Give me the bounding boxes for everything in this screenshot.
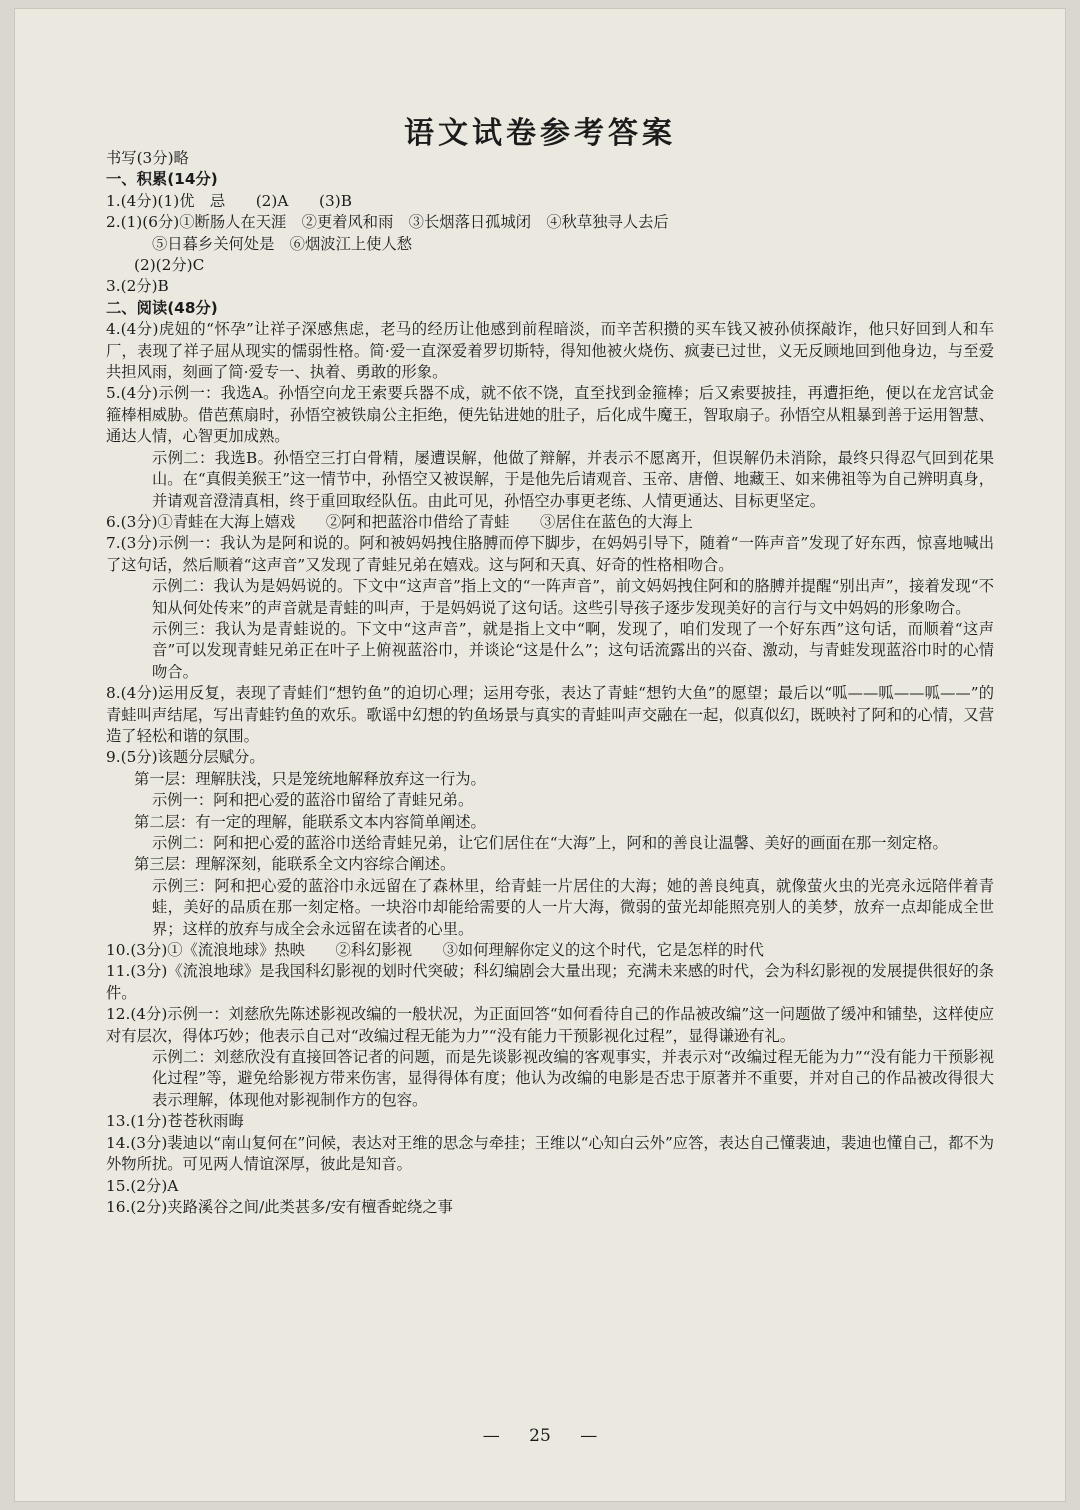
answer-body xyxy=(106,148,994,1218)
answer-14: 14.(3分)裴迪以“南山复何在”问候，表达对王维的思念与牵挂；王维以“心知白云外”应答，表达自己懂裴迪，裴迪也懂自己，都不为外物所扰。可见两人情谊深厚，彼此是知音。 xyxy=(106,1133,995,1174)
answer-2-2: (2)(2分)C xyxy=(134,256,205,275)
answer-9-level-3: 第三层：理解深刻，能联系全文内容综合阐述。 xyxy=(134,855,456,874)
answer-10: 10.(3分)①《流浪地球》热映 ②科幻影视 ③如何理解你定义的这个时代，它是怎样的时代 xyxy=(106,941,764,960)
answer-13: 13.(1分)苍苍秋雨晦 xyxy=(106,1112,244,1131)
answer-9-example-3: 示例三：阿和把心爱的蓝浴巾永远留在了森林里，给青蛙一片居住的大海；她的善良纯真，就像萤火虫的光亮永远陪伴着青蛙，美好的品质在那一刻定格。一块浴巾却能给需要的人一片大海，微弱的萤光却能照亮别人的美梦，放弃一点却能成全世界；这样的放弃与成全会永远留在读者的心里。 xyxy=(152,876,994,938)
answer-11: 11.(3分)《流浪地球》是我国科幻影视的划时代突破；科幻编剧会大量出现；充满未来感的时代，会为科幻影视的发展提供很好的条件。 xyxy=(106,962,994,1002)
answer-5: 5.(4分)示例一：我选A。孙悟空向龙王索要兵器不成，就不依不饶，直至找到金箍棒；后又索要披挂，再遭拒绝，便以在龙宫试金箍棒相威胁。借芭蕉扇时，孙悟空被铁扇公主拒绝，便先钻进她的肚子，后化成牛魔王，智取扇子。孙悟空从粗暴到善于运用智慧、通达人情，心智更加成熟。 xyxy=(106,384,994,446)
answer-6: 6.(3分)①青蛙在大海上嬉戏 ②阿和把蓝浴巾借给了青蛙 ③居住在蓝色的大海上 xyxy=(106,512,693,531)
answer-9-level-2: 第二层：有一定的理解，能联系文本内容简单阐述。 xyxy=(134,812,486,831)
answer-sheet-page xyxy=(14,8,1066,1502)
page-number: 25 xyxy=(529,1426,551,1446)
answer-12-example-2: 示例二：刘慈欣没有直接回答记者的问题，而是先谈影视改编的客观事实，并表示对“改编过程无能为力”“没有能力干预影视化过程”等，避免给影视方带来伤害，显得得体有度；他认为改编的电影是否忠于原著并不重要，并对自己的作品被改得很大表示理解，体现他对影视制作方的包容。 xyxy=(152,1048,994,1109)
answer-8: 8.(4分)运用反复，表现了青蛙们“想钓鱼”的迫切心理；运用夸张，表达了青蛙“想钓大鱼”的愿望；最后以“呱——呱——呱——”的青蛙叫声结尾，写出青蛙钓鱼的欢乐。歌谣中幻想的钓鱼场景与真实的青蛙叫声交融在一起，似真似幻，既映衬了阿和的心情，又营造了轻松和谐的氛围。 xyxy=(106,684,994,745)
answer-9: 9.(5分)该题分层赋分。 xyxy=(106,748,265,767)
writing-line: 书写(3分)略 xyxy=(106,149,189,167)
answer-15: 15.(2分)A xyxy=(106,1176,179,1195)
answer-3: 3.(2分)B xyxy=(106,277,169,296)
answer-7-example-2: 示例二：我认为是妈妈说的。下文中“这声音”指上文的“一阵声音”，前文妈妈拽住阿和的胳膊并提醒“别出声”，接着发现“不知从何处传来”的声音就是青蛙的叫声，于是妈妈说了这句话。这些引导孩子逐步发现美好的言行与文中妈妈的形象吻合。 xyxy=(152,577,994,617)
answer-5-example-2: 示例二：我选B。孙悟空三打白骨精，屡遭误解，他做了辩解，并表示不愿离开，但误解仍未消除，最终只得忍气回到花果山。在“真假美猴王”这一情节中，孙悟空又被误解，于是他先后请观音、玉帝、唐僧、地藏王、如来佛祖等为自己辨明真身，并请观音澄清真相，终于重回取经队伍。由此可见，孙悟空办事更老练、人情更通达、目标更坚定。 xyxy=(152,448,994,510)
footer-dash-right: — xyxy=(580,1426,598,1446)
footer-dash-left: — xyxy=(482,1426,500,1446)
answer-7-example-3: 示例三：我认为是青蛙说的。下文中“这声音”，就是指上文中“啊，发现了，咱们发现了一个好东西”这句话，而顺着“这声音”可以发现青蛙兄弟正在叶子上俯视蓝浴巾，并谈论“这是什么”；这句话流露出的兴奋、激动，与青蛙发现蓝浴巾时的心情吻合。 xyxy=(152,619,994,681)
answer-9-example-1: 示例一：阿和把心爱的蓝浴巾留给了青蛙兄弟。 xyxy=(152,791,474,810)
answer-4: 4.(4分)虎妞的“怀孕”让祥子深感焦虑，老马的经历让他感到前程暗淡，而辛苦积攒的买车钱又被孙侦探敲诈，他只好回到人和车厂，表现了祥子屈从现实的懦弱性格。简·爱一直深爱着罗切斯特，得知他被火烧伤、疯妻已过世，义无反顾地回到他身边，与至爱共担风雨，刻画了简·爱专一、执着、勇敢的形象。 xyxy=(106,320,994,382)
answer-12: 12.(4分)示例一：刘慈欣先陈述影视改编的一般状况，为正面回答“如何看待自己的作品被改编”这一问题做了缓冲和铺垫，这样使应对有层次，得体巧妙；他表示自己对“改编过程无能为力”“没有能力干预影视化过程”，显得谦逊有礼。 xyxy=(106,1005,994,1045)
section-heading-reading: 二、阅读(48分) xyxy=(106,298,218,317)
answer-9-example-2: 示例二：阿和把心爱的蓝浴巾送给青蛙兄弟，让它们居住在“大海”上，阿和的善良让温馨、美好的画面在那一刻定格。 xyxy=(152,834,948,852)
page-footer xyxy=(14,1426,1066,1446)
answer-1: 1.(4分)(1)优 忌 (2)A (3)B xyxy=(106,191,352,210)
answer-9-level-1: 第一层：理解肤浅，只是笼统地解释放弃这一行为。 xyxy=(134,769,486,788)
page-title: 语文试卷参考答案 xyxy=(404,116,676,151)
answer-16: 16.(2分)夹路溪谷之间/此类甚多/安有檀香蛇绕之事 xyxy=(106,1197,453,1216)
section-heading-accumulation: 一、积累(14分) xyxy=(106,170,218,189)
answer-7: 7.(3分)示例一：我认为是阿和说的。阿和被妈妈拽住胳膊而停下脚步，在妈妈引导下，随着“一阵声音”发现了好东西，惊喜地喊出了这句话，然后顺着“这声音”又发现了青蛙兄弟在嬉戏。这与阿和天真、好奇的性格相吻合。 xyxy=(106,534,994,574)
answer-2-1: 2.(1)(6分)①断肠人在天涯 ②更着风和雨 ③长烟落日孤城闭 ④秋草独寻人去后 xyxy=(106,213,669,232)
answer-2-1-cont: ⑤日暮乡关何处是 ⑥烟波江上使人愁 xyxy=(152,234,413,253)
